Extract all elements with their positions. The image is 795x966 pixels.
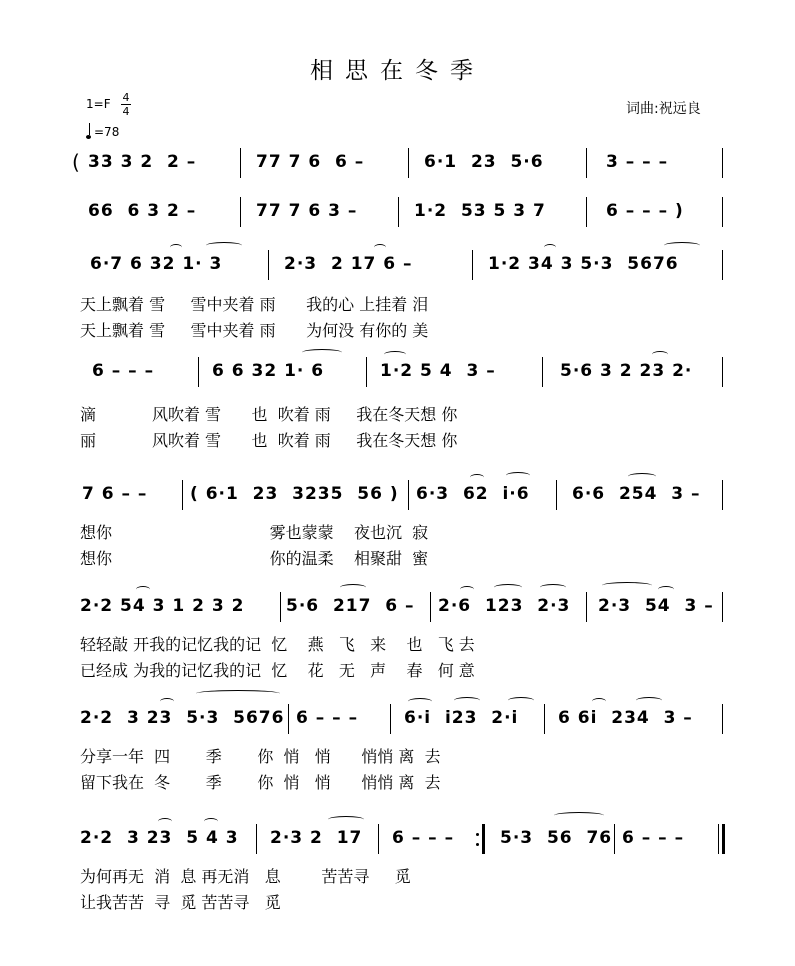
lyric-line: 滴 风吹着 雪 也 吹着 雨 我在冬天想 你	[80, 405, 458, 424]
note-group: 2·3 2 17 6 –	[284, 254, 413, 274]
lyric-line: 留下我在 冬 季 你 悄 悄 悄悄 离 去	[80, 773, 441, 792]
note-group: 33 3 2 2 –	[88, 152, 197, 172]
note-group: 2·3 2 17	[270, 828, 363, 848]
note-group: 2·2 3 23 5·3 5676	[80, 708, 285, 728]
note-group: 6·i i23 2·i	[404, 708, 519, 728]
note-group: 1·2 5 4 3 –	[380, 361, 496, 381]
time-signature	[120, 91, 132, 118]
note-group: 6 – – –	[92, 361, 155, 381]
note-group: 3 – – –	[606, 152, 669, 172]
note-group: 6 6 32 1· 6	[212, 361, 325, 381]
note-group: 6 – – –	[392, 828, 455, 848]
quarter-note-icon	[86, 123, 92, 139]
lyric-line: 已经成 为我的记忆我的记 忆 花 无 声 春 何 意	[80, 661, 475, 680]
staff-row	[70, 148, 730, 178]
note-group: 6·6 254 3 –	[572, 484, 701, 504]
note-group: 6 – – –	[296, 708, 359, 728]
staff-row	[70, 824, 730, 854]
lyric-line: 丽 风吹着 雪 也 吹着 雨 我在冬天想 你	[80, 431, 458, 450]
note-group: 2·2 54 3 1 2 3 2	[80, 596, 245, 616]
tempo-marking	[86, 123, 119, 139]
repeat-open-paren: (	[72, 150, 80, 174]
staff-row	[70, 480, 730, 510]
note-group: 2·3 54 3 –	[598, 596, 714, 616]
note-group: 6 6i 234 3 –	[558, 708, 693, 728]
tempo-value: =78	[94, 125, 120, 139]
note-group: 6 – – – )	[606, 201, 684, 221]
note-group: 1·2 34 3 5·3 5676	[488, 254, 679, 274]
time-signature-top: 4	[122, 91, 130, 104]
lyric-line: 让我苦苦 寻 觅 苦苦寻 觅	[80, 893, 281, 912]
staff-row	[70, 197, 730, 227]
note-group: 2·2 3 23 5 4 3	[80, 828, 239, 848]
note-group: 66 6 3 2 –	[88, 201, 197, 221]
lyric-line: 天上飘着 雪 雪中夹着 雨 为何没 有你的 美	[80, 321, 429, 340]
note-group: 6·1 23 5·6	[424, 152, 544, 172]
note-group: 77 7 6 3 –	[256, 201, 358, 221]
note-group: 5·6 217 6 –	[286, 596, 415, 616]
lyric-line: 轻轻敲 开我的记忆我的记 忆 燕 飞 来 也 飞 去	[80, 635, 475, 654]
lyric-line: 想你 你的温柔 相聚甜 蜜	[80, 549, 429, 568]
staff-row	[70, 592, 730, 622]
note-group: 5·6 3 2 23 2·	[560, 361, 693, 381]
note-group: 6·3 62 i·6	[416, 484, 530, 504]
lyric-line: 天上飘着 雪 雪中夹着 雨 我的心 上挂着 泪	[80, 295, 429, 314]
note-group: 5·3 56 76	[500, 828, 613, 848]
song-title: 相思在冬季	[310, 58, 485, 84]
note-group: 6 – – –	[622, 828, 685, 848]
lyric-line: 想你 雾也蒙蒙 夜也沉 寂	[80, 523, 429, 542]
note-group: 6·7 6 32 1· 3	[90, 254, 223, 274]
note-group: ( 6·1 23 3235 56 )	[190, 484, 399, 504]
note-group: 1·2 53 5 3 7	[414, 201, 546, 221]
key-signature: 1=F	[86, 97, 111, 111]
time-signature-bottom: 4	[122, 105, 130, 118]
note-group: 7 6 – –	[82, 484, 148, 504]
staff-row	[70, 704, 730, 734]
note-group: 2·6 123 2·3	[438, 596, 571, 616]
lyric-line: 分享一年 四 季 你 悄 悄 悄悄 离 去	[80, 747, 441, 766]
lyric-line: 为何再无 消 息 再无消 息 苦苦寻 觅	[80, 867, 411, 886]
note-group: 77 7 6 6 –	[256, 152, 365, 172]
credits: 词曲:祝远良	[626, 101, 701, 117]
staff-row	[70, 357, 730, 387]
staff-row	[70, 250, 730, 280]
